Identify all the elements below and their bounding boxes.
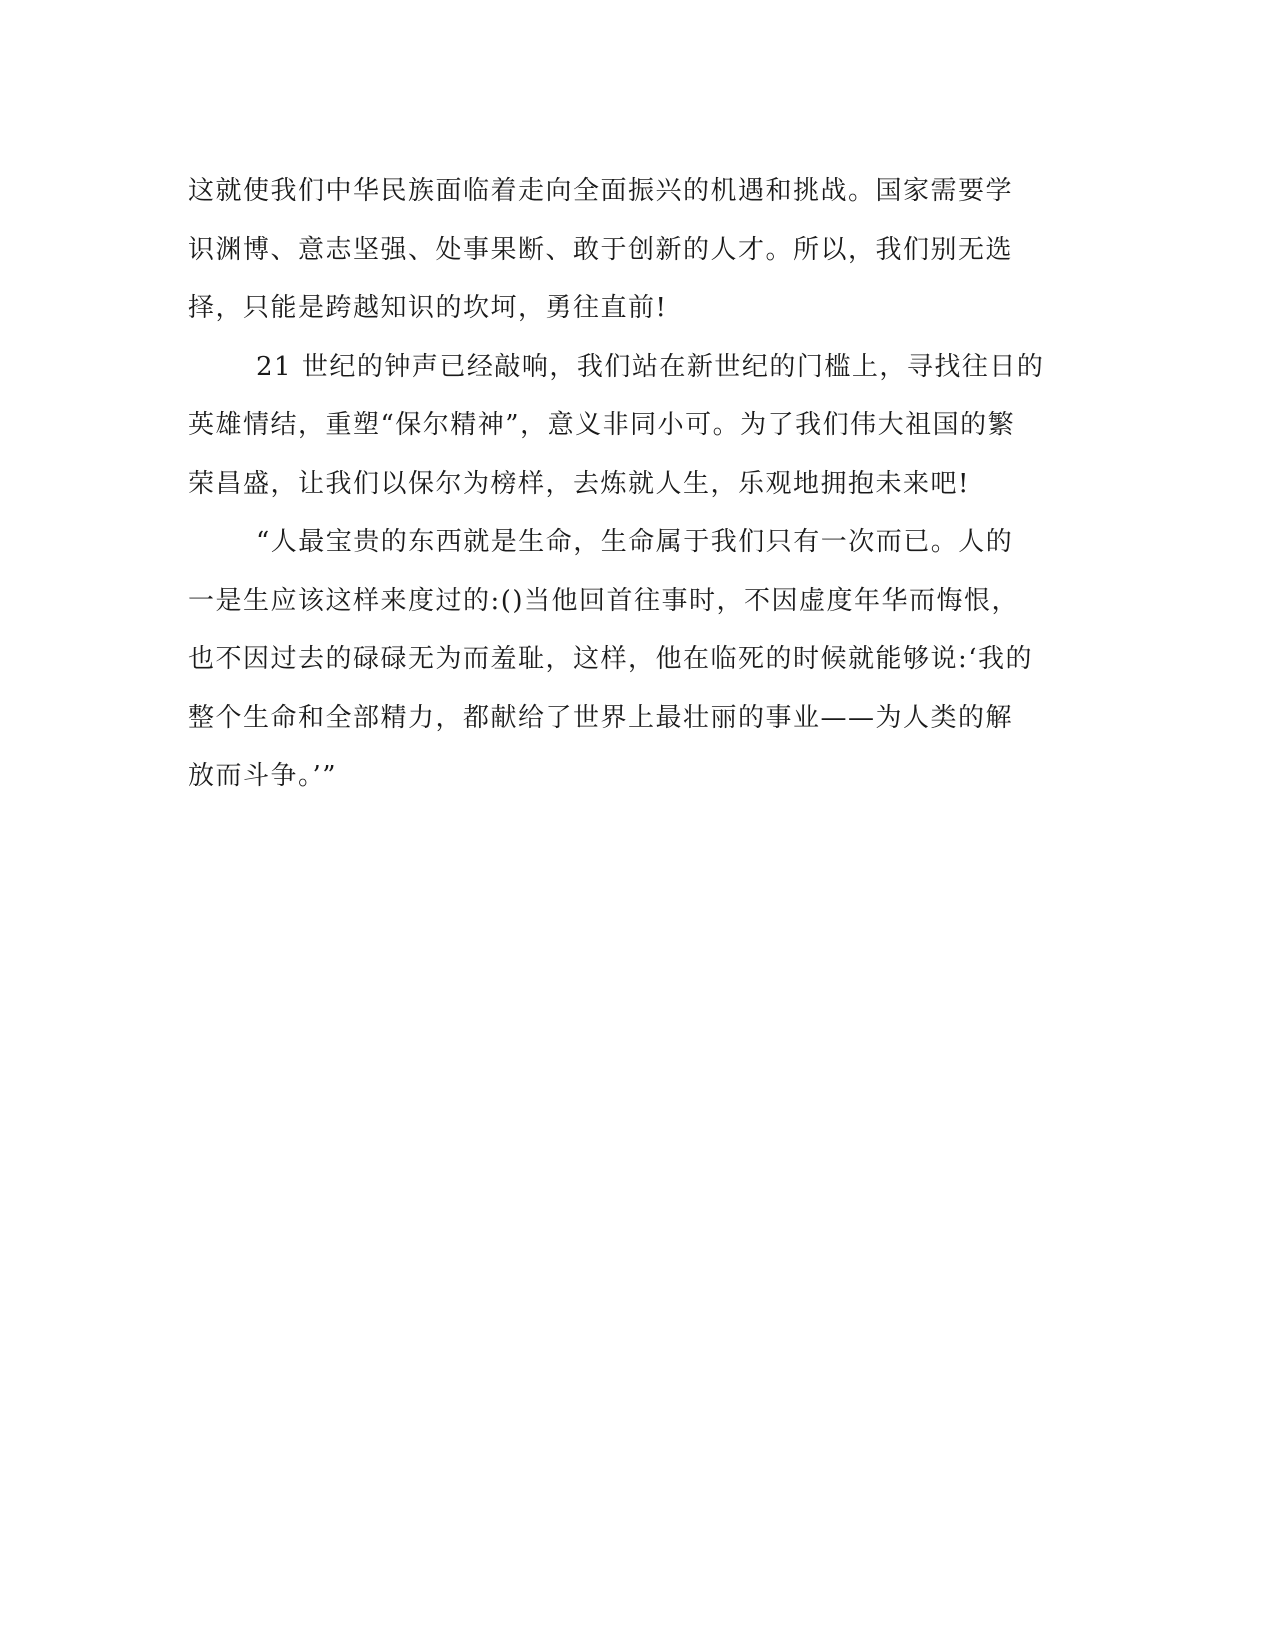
paragraph-line: 择，只能是跨越知识的坎坷，勇往直前! xyxy=(188,293,668,323)
paragraph-line: 识渊博、意志坚强、处事果断、敢于创新的人才。所以，我们别无选 xyxy=(188,234,1014,265)
paragraph-line: 这就使我们中华民族面临着走向全面振兴的机遇和挑战。国家需要学 xyxy=(188,176,1014,206)
paragraph-line: 放而斗争。’” xyxy=(188,761,338,791)
paragraph-line: 荣昌盛，让我们以保尔为榜样，去炼就人生，乐观地拥抱未来吧! xyxy=(188,468,970,499)
paragraph-2 xyxy=(188,338,1088,514)
paragraph-line: 英雄情结，重塑“保尔精神”，意义非同小可。为了我们伟大祖国的繁 xyxy=(188,410,1016,440)
paragraph-3-quote xyxy=(188,513,1088,806)
paragraph-line: 也不因过去的碌碌无为而羞耻，这样，他在临死的时候就能够说:‘我的 xyxy=(188,644,1034,674)
document-body xyxy=(188,162,1088,806)
paragraph-1 xyxy=(188,162,1088,338)
paragraph-line: 一是生应该这样来度过的:()当他回首往事时，不因虚度年华而悔恨， xyxy=(188,585,1020,616)
paragraph-first-line: “人最宝贵的东西就是生命，生命属于我们只有一次而已。人的 xyxy=(256,527,1014,557)
paragraph-line: 整个生命和全部精力，都献给了世界上最壮丽的事业——为人类的解 xyxy=(188,702,1014,733)
paragraph-first-line: 21 世纪的钟声已经敲响，我们站在新世纪的门槛上，寻找往日的 xyxy=(256,351,1045,382)
